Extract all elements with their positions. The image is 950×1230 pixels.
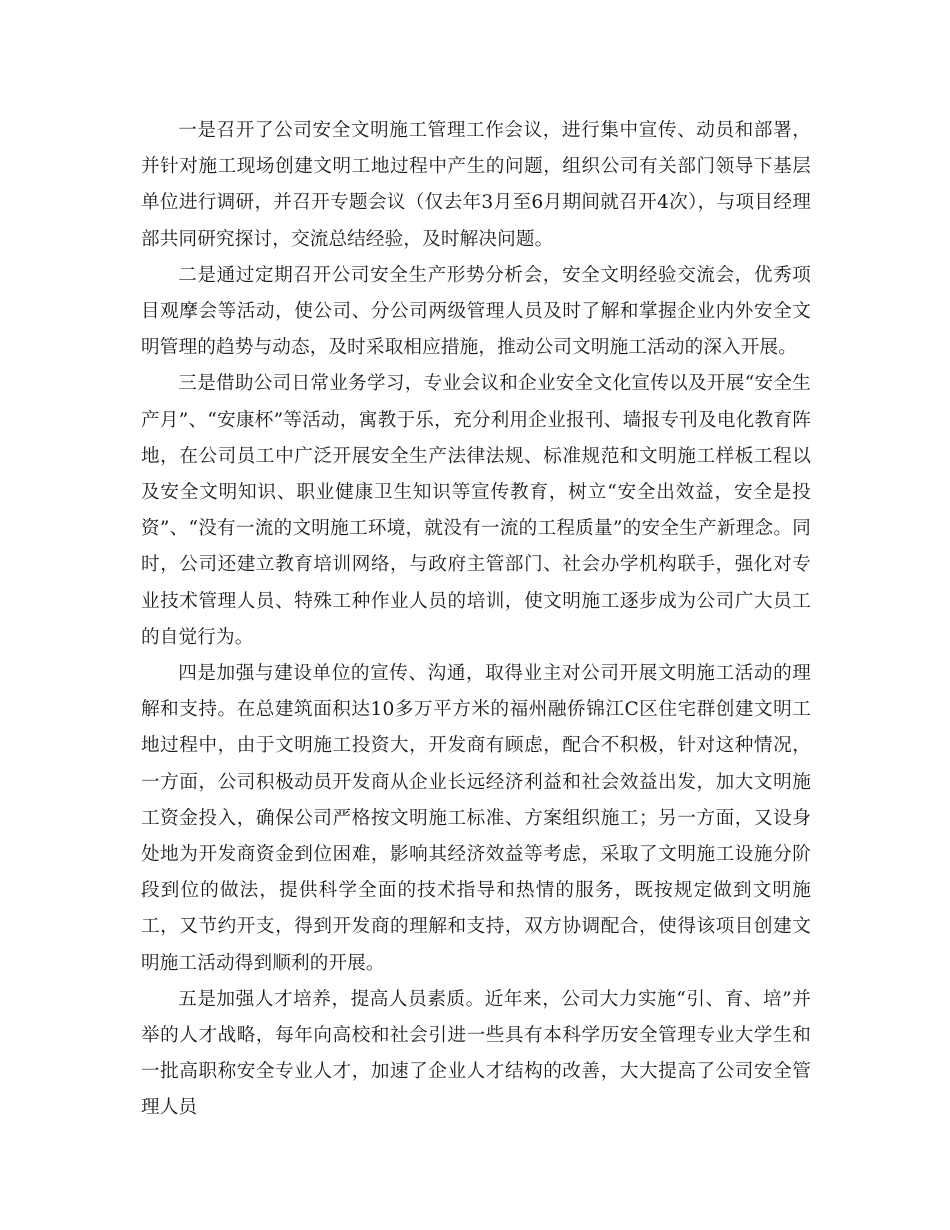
paragraph-1: 一是召开了公司安全文明施工管理工作会议，进行集中宣传、动员和部署，并针对施工现场创建文明工地过程中产生的问题，组织公司有关部门领导下基层单位进行调研，并召开专题会议（仅去年3月至6月期间就召开4次），与项目经理部共同研究探讨，交流总结经验，及时解决问题。	[141, 120, 811, 250]
paragraph-4: 四是加强与建设单位的宣传、沟通，取得业主对公司开展文明施工活动的理解和支持。在总建筑面积达10多万平方米的福州融侨锦江C区住宅群创建文明工地过程中，由于文明施工投资大，开发商有顾虑，配合不积极，针对这种情况，一方面，公司积极动员开发商从企业长远经济利益和社会效益出发，加大文明施工资金投入，确保公司严格按文明施工标准、方案组织施工；另一方面，又设身处地为开发商资金到位困难，影响其经济效益等考虑，采取了文明施工设施分阶段到位的做法，提供科学全面的技术指导和热情的服务，既按规定做到文明施工，又节约开支，得到开发商的理解和支持，双方协调配合，使得该项目创建文明施工活动得到顺利的开展。	[141, 663, 811, 974]
paragraph-3: 三是借助公司日常业务学习，专业会议和企业安全文化宣传以及开展“安全生产月”、“安康杯”等活动，寓教于乐，充分利用企业报刊、墙报专刊及电化教育阵地，在公司员工中广泛开展安全生产法律法规、标准规范和文明施工样板工程以及安全文明知识、职业健康卫生知识等宣传教育，树立“安全出效益，安全是投资”、“没有一流的文明施工环境，就没有一流的工程质量”的安全生产新理念。同时，公司还建立教育培训网络，与政府主管部门、社会办学机构联手，强化对专业技术管理人员、特殊工种作业人员的培训，使文明施工逐步成为公司广大员工的自觉行为。	[141, 373, 811, 648]
document-body	[141, 113, 811, 1127]
paragraph-2: 二是通过定期召开公司安全生产形势分析会，安全文明经验交流会，优秀项目观摩会等活动，使公司、分公司两级管理人员及时了解和掌握企业内外安全文明管理的趋势与动态，及时采取相应措施，推动公司文明施工活动的深入开展。	[141, 264, 811, 359]
paragraph-5: 五是加强人才培养，提高人员素质。近年来，公司大力实施“引、育、培”并举的人才战略，每年向高校和社会引进一些具有本科学历安全管理专业大学生和一批高职称安全专业人才，加速了企业人才结构的改善，大大提高了公司安全管理人员	[141, 988, 811, 1119]
